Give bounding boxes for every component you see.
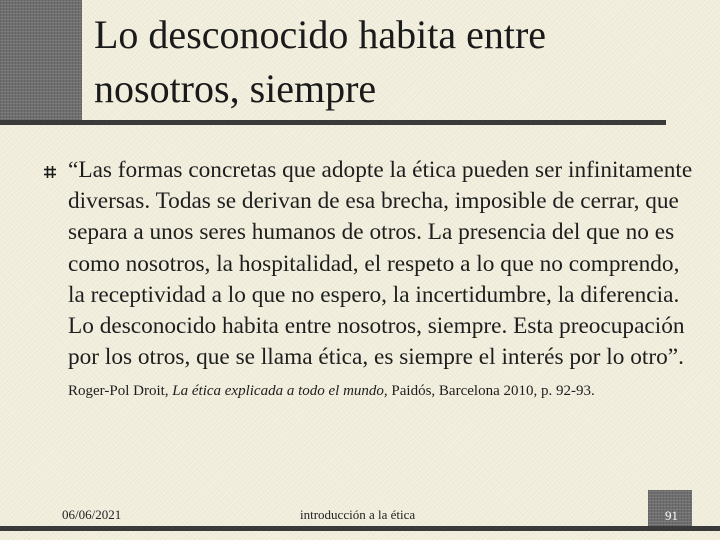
title-divider <box>0 120 666 125</box>
citation-book-title: La ética explicada a todo el mundo, <box>172 383 388 400</box>
footer-course-title: introducción a la ética <box>300 507 416 522</box>
quote-body <box>68 155 698 405</box>
citation <box>68 383 595 399</box>
footer-date: 06/06/2021 <box>62 507 122 522</box>
page-number: 91 <box>665 508 678 523</box>
citation-publisher: Paidós, Barcelona 2010, p. 92-93. <box>387 383 595 400</box>
title-accent-block <box>0 0 82 122</box>
quote-text: “Las formas concretas que adopte la ética pueden ser infinitamente diversas. Todas se derivan de esa brecha, imposible de cerrar, que separa a unos seres humanos de otros. La presencia del que no es como nosotros, la hospitalidad, el respeto a lo que no comprendo, la receptividad a lo que no espero, la incertidumbre, la diferencia. Lo desconocido habita entre nosotros, siempre. Esta preocupación por los otros, que se llama ética, es siempre el interés por lo otro”. <box>68 157 693 371</box>
slide-title: Lo desconocido habita entre nosotros, siempre <box>94 12 547 111</box>
citation-author: Roger-Pol Droit, <box>68 383 173 400</box>
page-number-box <box>648 490 692 528</box>
footer-divider <box>0 526 720 531</box>
hash-bullet-icon <box>44 166 56 178</box>
